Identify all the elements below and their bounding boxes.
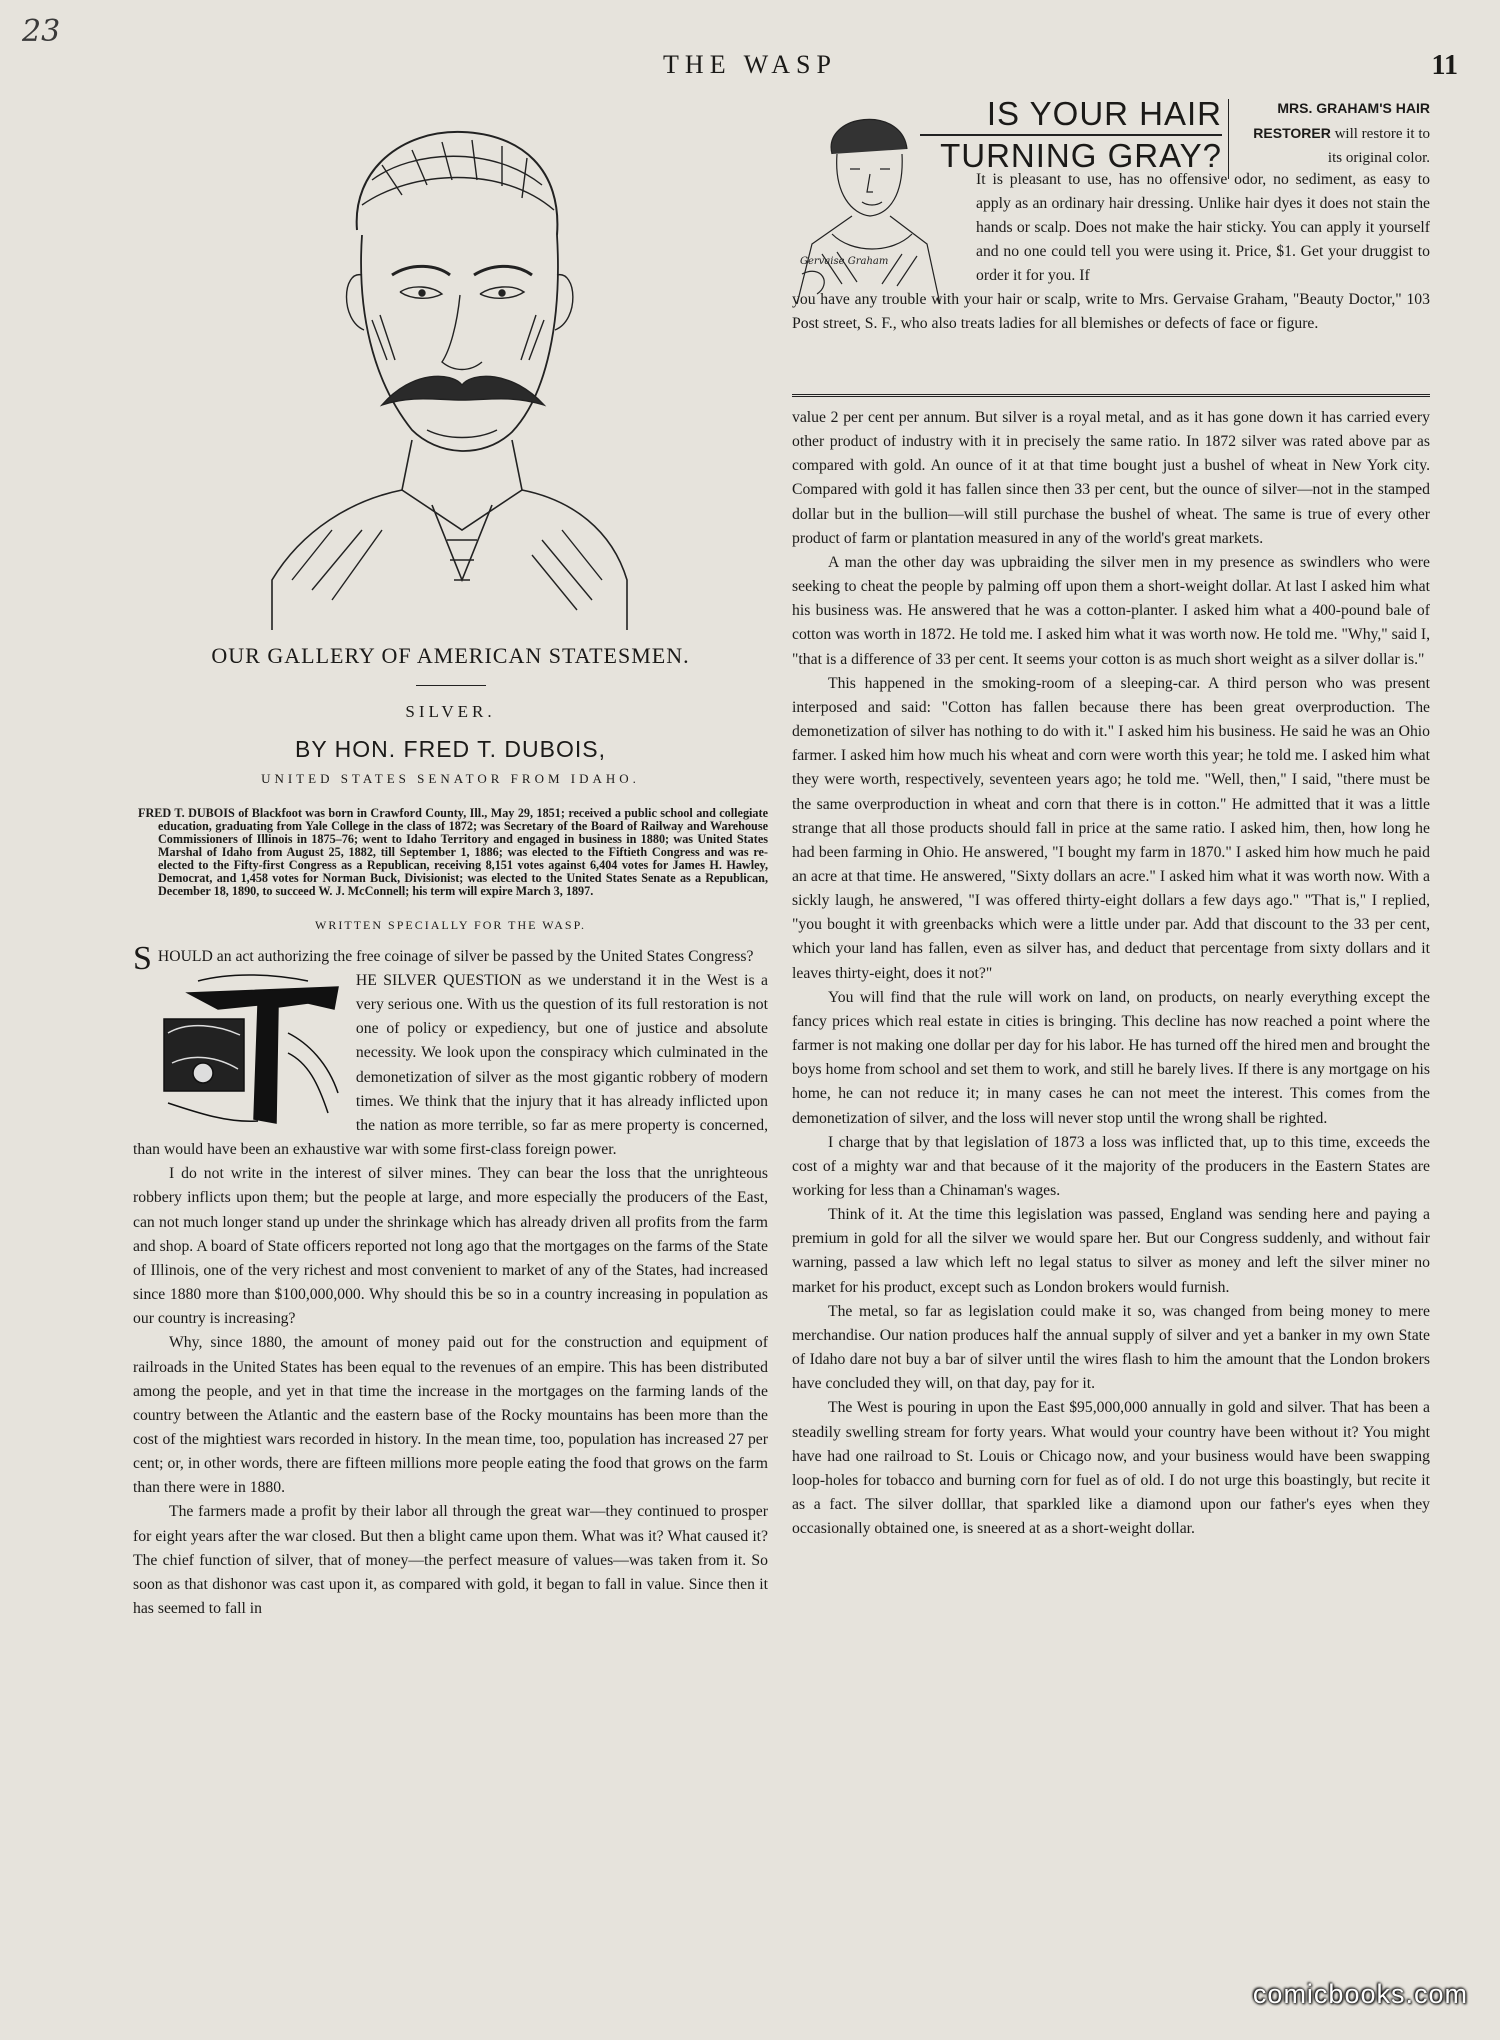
ad-headline [920,94,1222,176]
gallery-title: OUR GALLERY OF AMERICAN STATESMEN. [211,643,690,668]
ad-separator-rule [792,394,1430,397]
left-paragraph: I do not write in the interest of silver mines. They can bear the loss that the unrighteous robbery inflicts upon them; but the people at large, and more especially the producers of the East, can not much longer stand up under the shrinkage which has already driven all profits from the farm and shop. A board of State officers reported not long ago that the mortgages on the farms of the State of Illinois, one of the very richest and most convenient to market of any of the States, had increased since 1880 more than $100,000,000. Why should this be so in a country increasing in population as our country is increasing? [133,1165,768,1328]
site-watermark: comicbooks.com [1252,1979,1468,2009]
ad-body-full: you have any trouble with your hair or scalp, write to Mrs. Gervaise Graham, "Beauty Doctor," 103 Post street, S. F., who also treats ladies for all blemishes or defects of face or figure. [792,291,1430,332]
right-paragraph: You will find that the rule will work on land, on products, on nearly everything except the fancy prices which real estate in cities is bringing. This decline has now reached a point where the farmer is not making one dollar per day for his labor. He has turned off the hired men and brought the boys home from school and set them to work, and still he barely lives. If there is any mortgage on his home, he can not reduce it; in many cases he can not meet the interest. This comes from the demonetization of silver, and the loss will never stop until the wrong shall be righted. [792,988,1430,1127]
section-title: SILVER. [405,702,496,721]
left-paragraph: Why, since 1880, the amount of money paid out for the construction and equipment of railroads in the United States has been equal to the revenues of an empire. This has been distributed among the people, and yet in that time the increase in the mortgages on the farming lands of the country between the Atlantic and the eastern base of the Rocky mountains has been more than the cost of the mightiest wars recorded in history. In the mean time, too, population has increased 27 per cent; or, in other words, there are fifteen millions more people eating the food that grows on the farm than there were in 1880. [133,1334,768,1497]
author-bio: FRED T. DUBOIS of Blackfoot was born in Crawford County, Ill., May 29, 1851; received a public school and collegiate education, graduating from Yale College in the class of 1872; was Secretary of the Board of Railway and Warehouse Commissioners of Illinois in 1875–76; went to Idaho Territory and engaged in business in 1880; was United States Marshal of Idaho from August 25, 1882, till September 1, 1886; was elected to the Fiftieth Congress and was re-elected to the Fifty-first Congress as a Republican, receiving 8,151 votes against 6,404 votes for James H. Hawley, Democrat, and 1,458 votes for Norman Buck, Divisionist; was elected to the United States Senate as a Republican, December 18, 1890, to succeed W. J. McConnell; his term will expire March 3, 1897. [138,806,768,898]
byline: BY HON. FRED T. DUBOIS, [295,736,606,762]
hair-restorer-ad [792,94,1430,392]
ad-brand-block [1244,96,1430,170]
page-number: 11 [1431,50,1458,81]
right-paragraph: The metal, so far as legislation could make it so, was changed from being money to mere merchandise. Our nation produces half the annual supply of silver and yet a banker in my own State of Idaho dare not buy a bar of silver until the wires flash to him the amount that the London brokers have concluded they will, on that day, pay for it. [792,1302,1430,1393]
right-paragraph: A man the other day was upbraiding the silver men in my presence as swindlers who were seeking to cheat the people by palming off upon them a short-weight dollar. At last I asked him what his business was. He answered that he was a cotton-planter. I asked him what a 400-pound bale of cotton was worth in 1872. He told me. I asked him what it was worth now. He told me. "Why," said I, "that is a difference of 33 per cent. It seems your cotton is as much short weight as a silver dollar is." [792,553,1430,668]
right-column [792,406,1430,1541]
right-paragraph: The West is pouring in upon the East $95,000,000 annually in gold and silver. That has been a steadily swelling stream for forty years. What would your country have been without it? You might have had one railroad to St. Louis or Chicago now, and your business would have been swapping loop-holes for tobacco and burning corn for fuel as of old. I do not urge this boastingly, but recite it as a fact. The silver dolllar, that sparkled like a diamond upon our father's eyes when they occasionally obtained one, is sneered at as a short-weight dollar. [792,1399,1430,1538]
written-specially-note: WRITTEN SPECIALLY FOR THE WASP. [315,918,586,932]
ornamental-drop-cap-t [158,973,344,1128]
left-paragraph: The farmers made a profit by their labor all through the great war—they continued to prosper for eight years after the war closed. But then a blight came upon them. What was it? What caused it? The chief function of silver, that of money—the perfect measure of values—was taken from it. So soon as that dishonor was cast upon it, as compared with gold, it began to fall in value. Since then it has seemed to fall in [133,1503,768,1618]
ad-divider [1228,99,1229,179]
ad-body [792,168,1430,336]
ad-headline-line2: TURNING GRAY? [920,134,1222,176]
masthead: THE WASP [663,50,837,79]
right-paragraph: I charge that by that legislation of 1873 a loss was inflicted that, up to this time, exceeds the cost of a mighty war and that because of it the majority of the producers in the Eastern States are working for less than a Chinaman's wages. [792,1133,1430,1199]
ad-signature: Gervaise Graham [800,256,889,267]
lead-question [133,940,768,977]
byline-subtitle: UNITED STATES SENATOR FROM IDAHO. [261,771,640,786]
right-paragraph: This happened in the smoking-room of a sleeping-car. A third person who was present interposed and said: "Cotton has fallen because there has been great overproduction. The demonetization of silver has nothing to do with it." I asked him his business. He said he was an Ohio farmer. I asked him how much his wheat and corn were worth this year; he told me. I asked him what they were worth, respectively, seventeen years ago; he told me. "Well, then," I said, "there must be the same overproduction in wheat and corn that there is in cotton." He admitted that it was a little strange that all those products should fall in price at the same ratio. I asked him, then, how long he had been farming in Ohio. He answered, "I bought my farm in 1870." I asked him how much he paid an acre at that time. He answered, "Sixty dollars an acre." I asked him what it was worth now. With a sickly laugh, he answered, "I was offered thirty-eight dollars a few days ago." "That is," I replied, "you bought it with greenbacks which were a little under par. Add that discount to the 33 per cent, which your land has fallen, even as silver has, and deduct that percentage from sixty dollars and it leaves thirty-eight, does it not?" [792,674,1430,982]
left-column [133,640,768,1621]
handwritten-page-note: 23 [22,14,61,49]
ad-brand-tail: will restore it to its original color. [1327,126,1430,166]
ad-brand: MRS. GRAHAM'S HAIR RESTORER [1253,100,1430,141]
lead-question-text: HOULD an act authorizing the free coinage of silver be passed by the United States Congress? [157,948,754,965]
drop-letter-s: S [133,940,152,977]
short-rule [416,685,486,686]
first-paragraph [133,969,768,1621]
portrait-engraving [262,110,632,630]
ad-body-indented: It is pleasant to use, has no offensive odor, no sediment, as easy to apply as an ordinary hair dressing. Unlike hair dyes it does not stain the hands or scalp. Does not make the hair sticky. You can apply it yourself and no one could tell you were using it. Price, $1. Get your druggist to order it for you. If [976,171,1430,284]
right-paragraph: value 2 per cent per annum. But silver is a royal metal, and as it has gone down it has carried every other product of industry with it in precisely the same ratio. In 1872 silver was rated above par as compared with gold. An ounce of it at that time bought just a bushel of wheat in New York city. Compared with gold it has fallen since then 33 per cent, but the ounce of silver—not in the stamped dollar but in the bullion—will still purchase the bushel of wheat. The same is true of every other product of farm or plantation measured in any of the world's great markets. [792,409,1430,547]
right-paragraph: Think of it. At the time this legislation was passed, England was sending here and paying a premium in gold for all the silver we would spare her. But our Congress suddenly, and without fair warning, passed a law which left no legal status to silver as money and left the silver miner no market for his product, except such as London brokers would furnish. [792,1206,1430,1296]
ad-headline-line1: IS YOUR HAIR [986,95,1222,132]
first-paragraph-body: as we understand it in the West is a very serious one. With us the question of its full restoration is not one of policy or expediency, but one of justice and absolute necessity. We look upon the conspiracy which culminated in the demonetization of silver as the most gigantic robbery of modern times. We think that the injury that it has already inflicted upon the nation as more terrible, so far as mere property is concerned, than would have been an exhaustive war with some first-class foreign power. [133,972,768,1159]
first-paragraph-lead: HE SILVER QUESTION [355,972,522,989]
